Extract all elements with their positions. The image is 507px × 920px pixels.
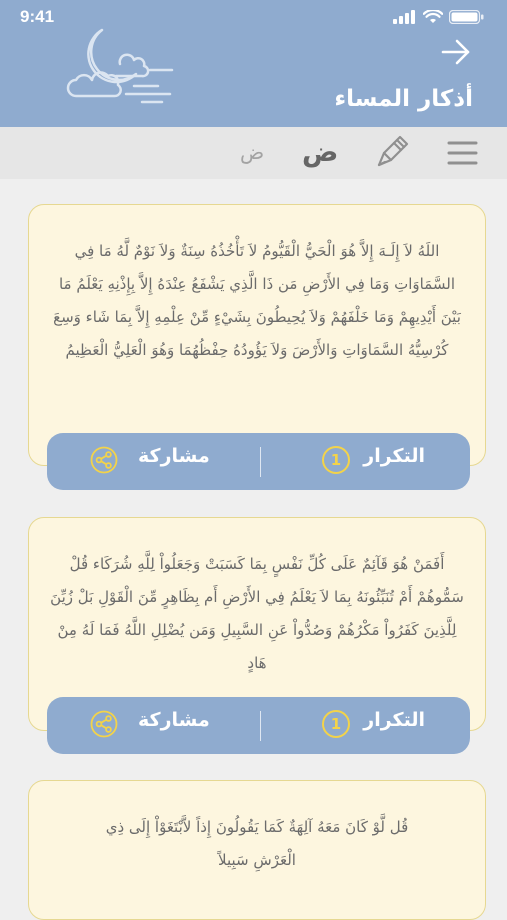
- status-time: 9:41: [20, 7, 55, 26]
- repeat-button[interactable]: التكرار: [363, 445, 425, 467]
- share-button[interactable]: مشاركة: [138, 445, 210, 467]
- repeat-counter[interactable]: 1: [322, 446, 350, 474]
- action-divider: [260, 447, 261, 477]
- cellular-signal-icon: [393, 10, 415, 24]
- dhikr-action-bar: [47, 433, 470, 490]
- action-divider: [260, 711, 261, 741]
- share-icon[interactable]: [90, 710, 118, 738]
- font-size-increase-button[interactable]: ض: [302, 137, 339, 168]
- repeat-button[interactable]: التكرار: [363, 709, 425, 731]
- dhikr-action-bar: [47, 697, 470, 754]
- pen-icon[interactable]: [375, 135, 411, 169]
- repeat-counter[interactable]: 1: [322, 710, 350, 738]
- dhikr-card: [28, 204, 486, 466]
- hamburger-menu-icon[interactable]: [447, 140, 478, 166]
- dhikr-card: [28, 780, 486, 920]
- app-header: [0, 0, 507, 127]
- dhikr-text: أَفَمَنْ هُوَ قَآئِمٌ عَلَى كُلِّ نَفْسٍ بِمَا كَسَبَتْ وَجَعَلُواْ لِلَّهِ شُرَكَاء قُلْ سَمُّوهُمْ أَمْ تُنَبِّئُونَهُ بِمَا لاَ يَعْلَمُ فِي الأَرْضِ أَم بِظَاهِرٍ مِّنَ الْقَوْلِ بَلْ زُيِّنَ لِلَّذِينَ كَفَرُواْ مَكْرُهُمْ وَصُدُّواْ عَنِ السَّبِيلِ وَمَن يُضْلِلِ اللَّهُ فَمَا لَهُ مِنْ هَادٍ: [50, 555, 464, 672]
- battery-icon: [449, 10, 485, 24]
- wifi-icon: [423, 10, 443, 24]
- share-icon[interactable]: [90, 446, 118, 474]
- back-arrow-icon[interactable]: [440, 38, 472, 66]
- status-icons: [393, 10, 493, 24]
- font-size-decrease-button[interactable]: ض: [240, 140, 265, 164]
- moon-cloud-illustration: [62, 26, 177, 114]
- dhikr-text: قُل لَّوْ كَانَ مَعَهُ آلِهَةٌ كَمَا يَقُولُونَ إِذاً لاَّبْتَغَوْاْ إِلَى ذِي الْعَرْشِ سَبِيلاً: [105, 818, 409, 869]
- dhikr-text: اللَهُ لاَ إِلَـهَ إِلاَّ هُوَ الْحَيُّ الْقَيُّومُ لاَ تَأْخُذُهُ سِنَةٌ وَلاَ نَوْمٌ لَّهُ مَا فِي السَّمَاوَاتِ وَمَا فِي الأَرْضِ مَن ذَا الَّذِي يَشْفَعُ عِنْدَهُ إِلاَّ بِإِذْنِهِ يَعْلَمُ مَا بَيْنَ أَيْدِيهِمْ وَمَا خَلْفَهُمْ وَلاَ يُحِيطُونَ بِشَيْءٍ مِّنْ عِلْمِهِ إِلاَّ بِمَا شَاء وَسِعَ كُرْسِيُّهُ السَّمَاوَاتِ وَالأَرْضَ وَلاَ يَؤُودُهُ حِفْظُهُمَا وَهُوَ الْعَلِيُّ الْعَظِيمُ: [53, 242, 461, 359]
- share-button[interactable]: مشاركة: [138, 709, 210, 731]
- page-title: أذكار المساء: [334, 86, 473, 112]
